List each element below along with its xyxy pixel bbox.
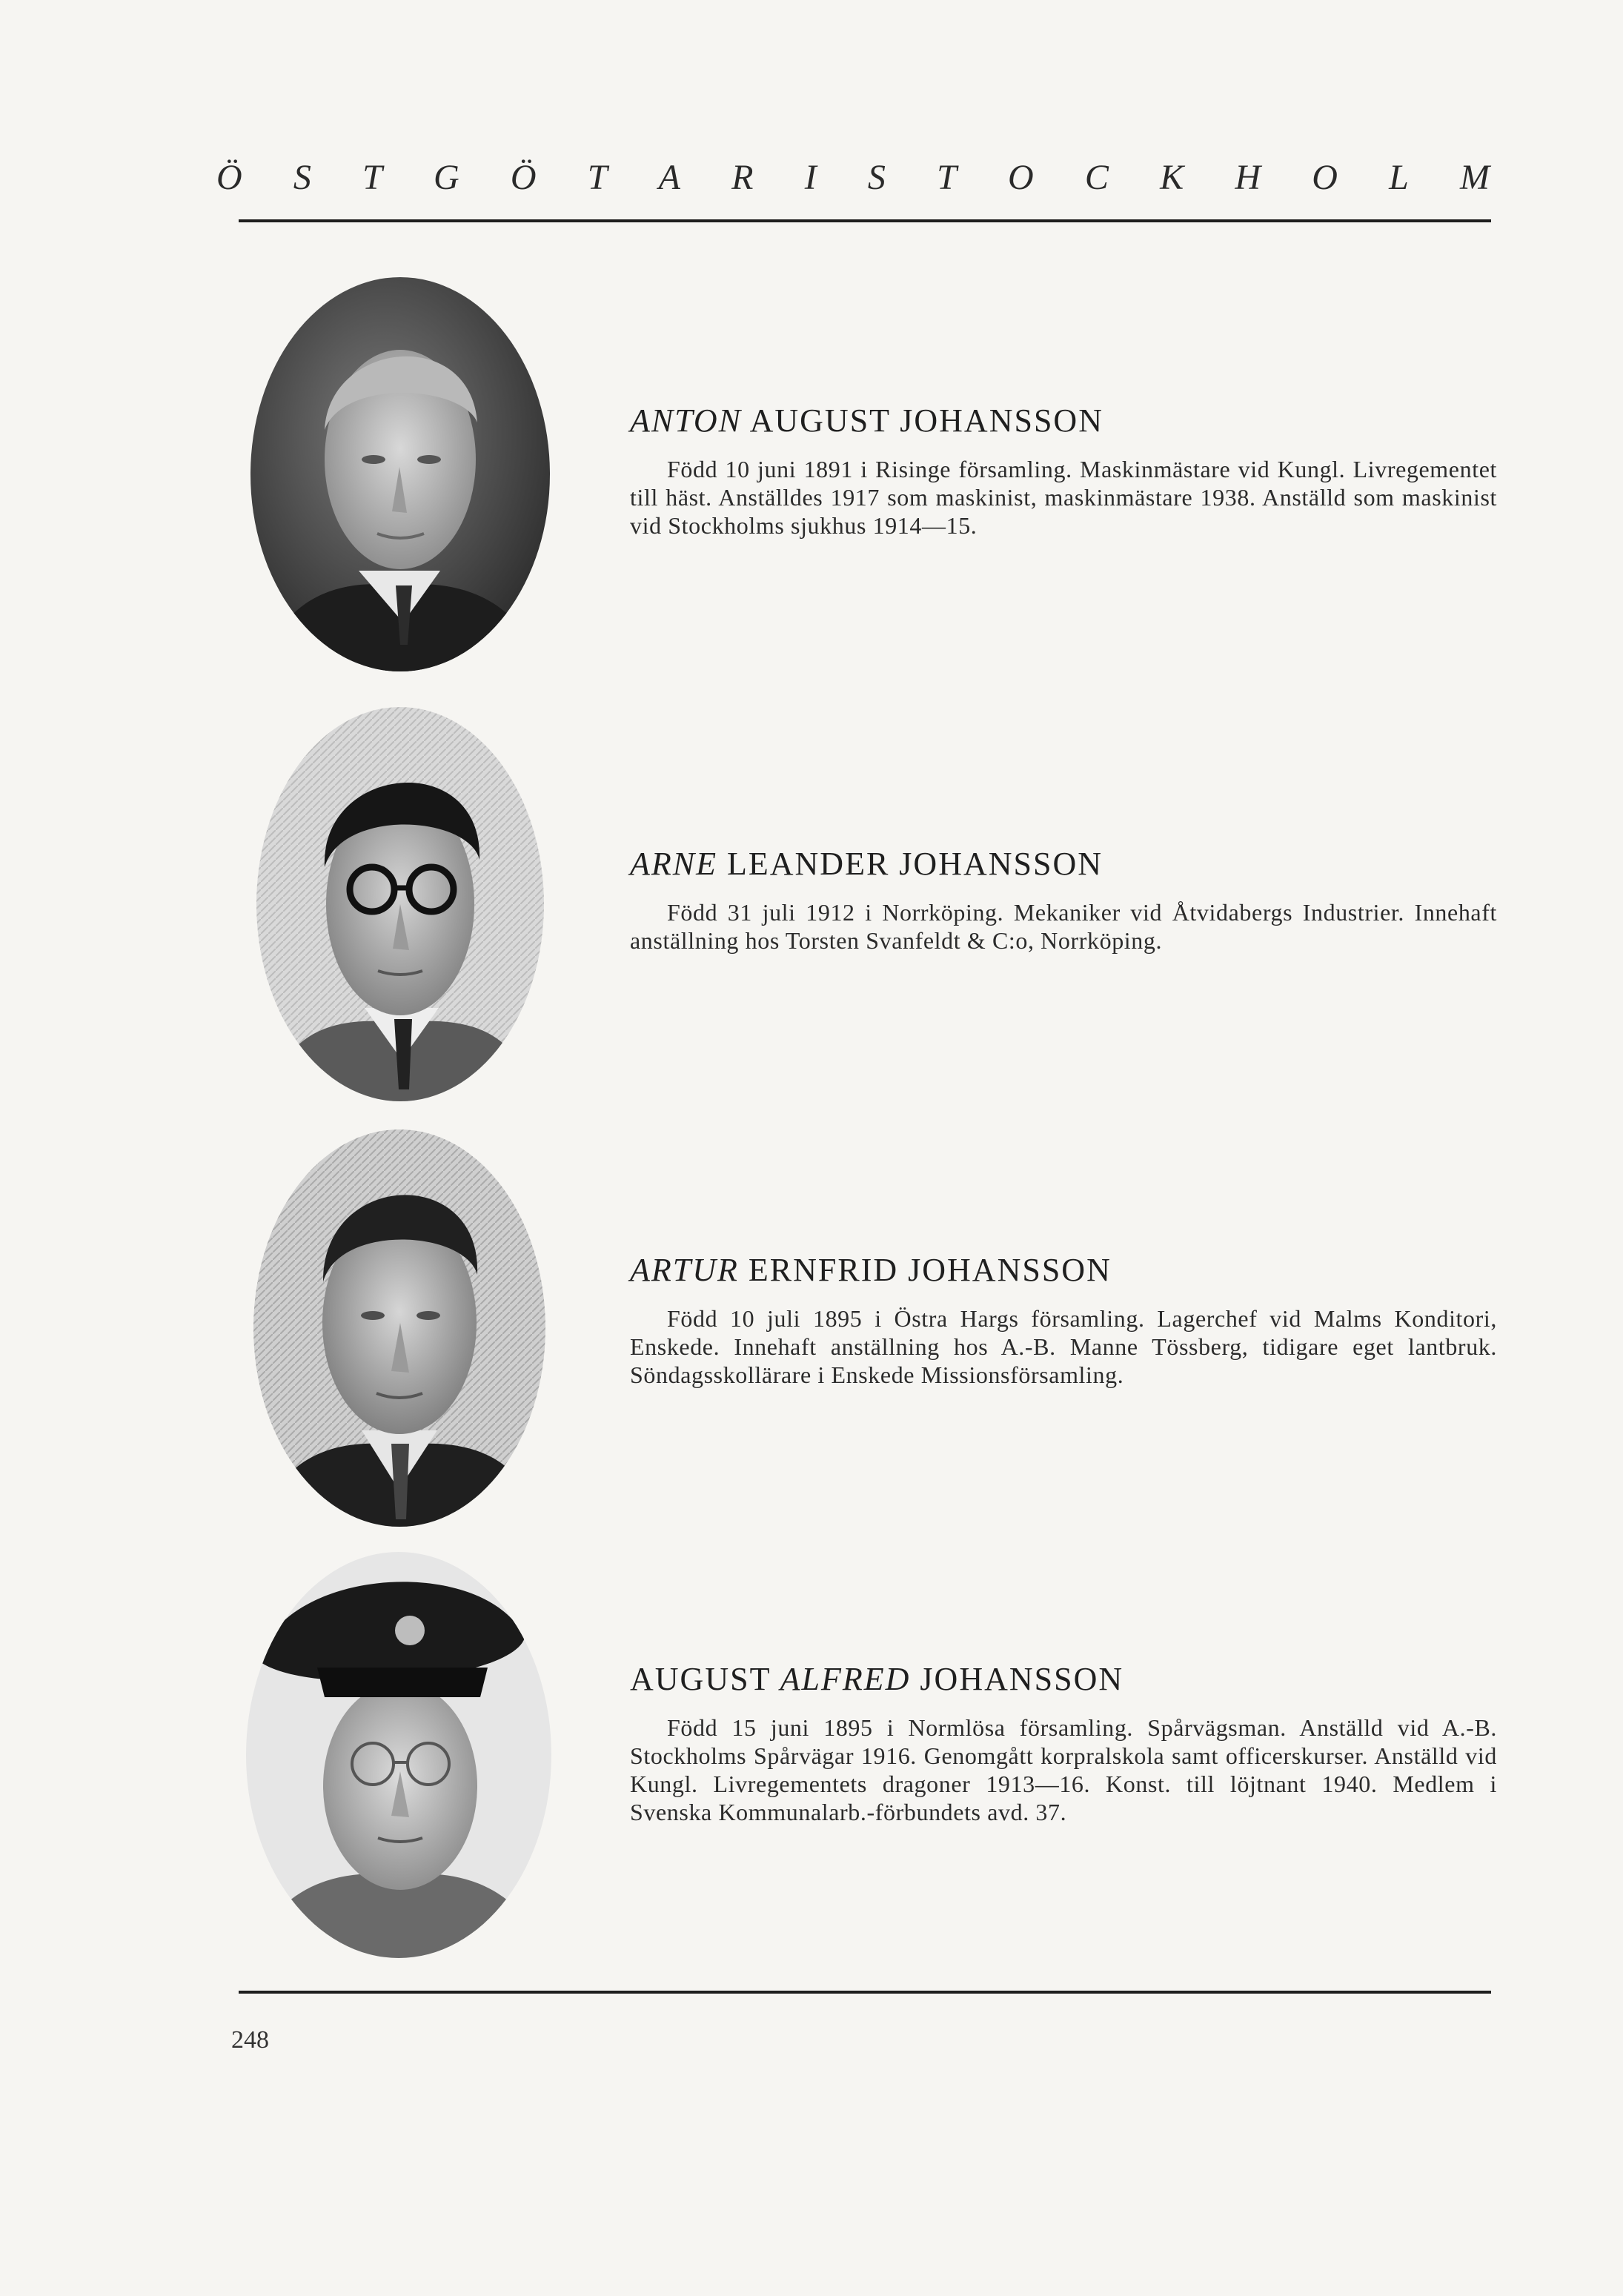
header-letter: M xyxy=(1459,158,1491,197)
entry-text xyxy=(630,402,1497,540)
biography-text: Född 15 juni 1895 i Normlösa församling. Spårvägsman. Anställd vid A.-B. Stockholms Spårvägar 1916. Genomgått korpralskola samt officerskurser. Anställd vid Kungl. Livregementets dragoner 1913—16. Konst. till löjtnant 1940. Medlem i Svenska Kommunalarb.-förbundets avd. 37. xyxy=(630,1714,1497,1825)
given-name: ALFRED xyxy=(780,1661,911,1697)
given-name: ARTUR xyxy=(630,1252,739,1288)
name-prefix: AUGUST xyxy=(630,1661,780,1697)
biography-text: Född 10 juli 1895 i Östra Hargs församling. Lagerchef vid Malms Konditori, Enskede. Innehaft anställning hos A.-B. Manne Tössberg, tidigare eget lantbruk. Söndagsskollärare i Enskede Missionsförsamling. xyxy=(630,1305,1497,1388)
header-letter: C xyxy=(1084,158,1110,197)
header-letter: T xyxy=(937,158,958,197)
name-rest: ERNFRID JOHANSSON xyxy=(738,1252,1112,1288)
person-name xyxy=(630,402,1497,440)
portrait-photo xyxy=(253,704,547,1104)
header-rule xyxy=(239,219,1491,222)
header-letter: L xyxy=(1389,158,1410,197)
portrait-photo xyxy=(243,1549,554,1961)
given-name: ANTON xyxy=(630,402,743,439)
name-rest: JOHANSSON xyxy=(910,1661,1124,1697)
header-letter: A xyxy=(658,158,682,197)
entry-text xyxy=(630,845,1497,955)
header-letter: Ö xyxy=(510,158,538,197)
running-header xyxy=(216,157,1491,198)
header-letter: R xyxy=(731,158,755,197)
entry-text xyxy=(630,1251,1497,1389)
portrait-photo xyxy=(250,1127,548,1530)
biography-text: Född 10 juni 1891 i Risinge församling. Maskinmästare vid Kungl. Livregementet till häst. Anställdes 1917 som maskinist, maskinmästare 1938. Anställd som maskinist vid Stockholms sjukhus 1914—15. xyxy=(630,456,1497,539)
name-rest: AUGUST JOHANSSON xyxy=(742,402,1103,439)
portrait-photo xyxy=(248,274,553,674)
person-name xyxy=(630,845,1497,883)
header-letter: O xyxy=(1008,158,1035,197)
person-name xyxy=(630,1251,1497,1290)
header-letter: Ö xyxy=(216,158,244,197)
person-name xyxy=(630,1660,1497,1699)
header-letter: O xyxy=(1312,158,1339,197)
header-letter: T xyxy=(362,158,384,197)
footer-rule xyxy=(239,1991,1491,1994)
header-letter: K xyxy=(1160,158,1186,197)
page-number: 248 xyxy=(231,2026,269,2054)
header-letter: S xyxy=(867,158,887,197)
header-letter: G xyxy=(433,158,461,197)
given-name: ARNE xyxy=(630,846,717,882)
header-letter: I xyxy=(804,158,818,197)
header-letter: S xyxy=(293,158,313,197)
entry-text xyxy=(630,1660,1497,1826)
header-letter: H xyxy=(1235,158,1262,197)
name-rest: LEANDER JOHANSSON xyxy=(717,846,1103,882)
biography-text: Född 31 juli 1912 i Norrköping. Mekaniker vid Åtvidabergs Industrier. Innehaft anställning hos Torsten Svanfeldt & C:o, Norrköping. xyxy=(630,899,1497,954)
header-letter: T xyxy=(587,158,609,197)
